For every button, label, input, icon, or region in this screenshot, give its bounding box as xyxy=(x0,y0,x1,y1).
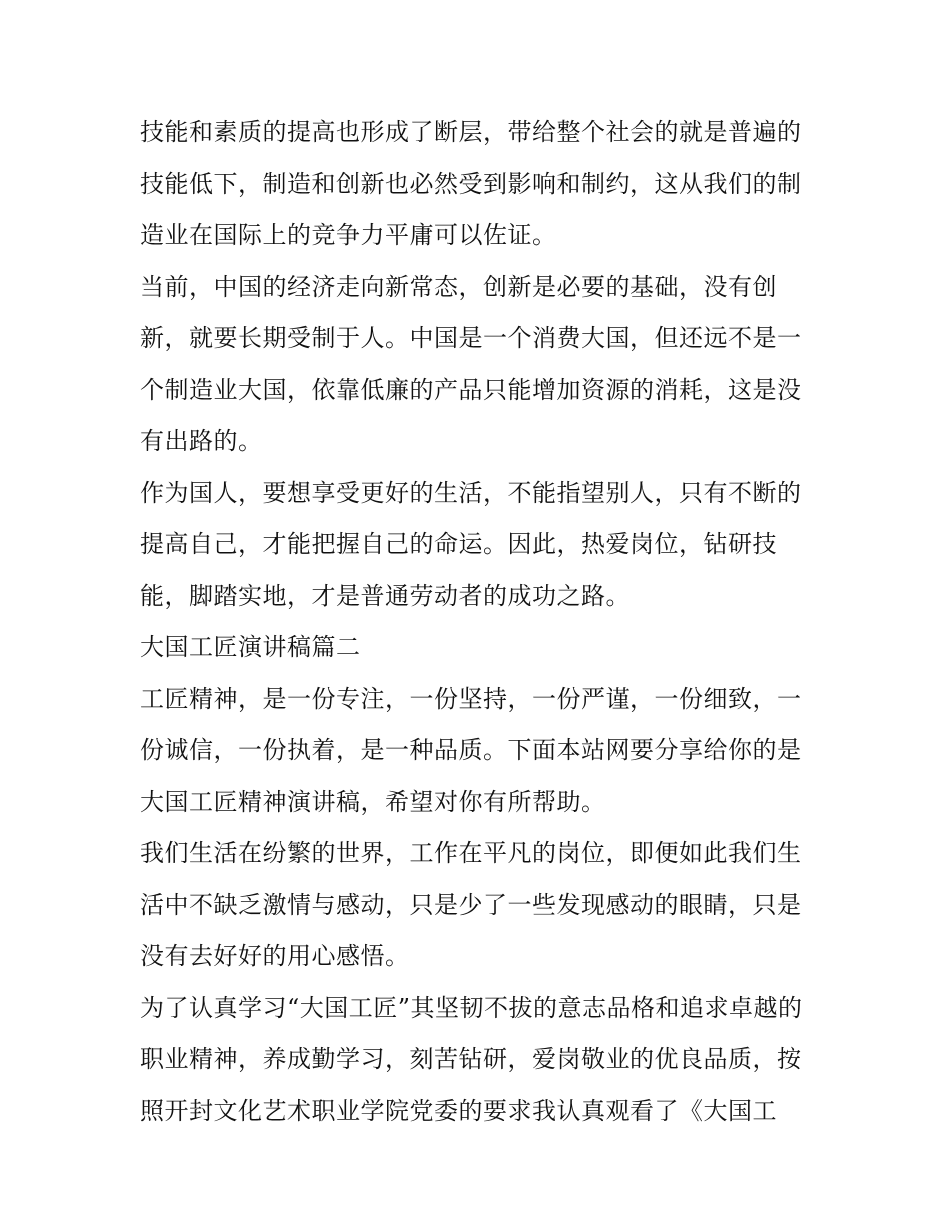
text-line: 当前，中国的经济走向新常态，创新是必要的基础，没有创 xyxy=(140,272,777,301)
text-line: 大国工匠精神演讲稿，希望对你有所帮助。 xyxy=(140,787,606,816)
text-line: 作为国人，要想享受更好的生活，不能指望别人，只有不断的 xyxy=(140,478,802,507)
text-line: 没有去好好的用心感悟。 xyxy=(140,942,410,970)
text-line: 造业在国际上的竞争力平庸可以佐证。 xyxy=(140,221,557,249)
text-line: 有出路的。 xyxy=(140,427,263,455)
text-line: 技能低下，制造和创新也必然受到影响和制约，这从我们的制 xyxy=(140,169,802,198)
text-line: 活中不缺乏激情与感动，只是少了一些发现感动的眼睛，只是 xyxy=(140,890,802,919)
text-line: 我们生活在纷繁的世界，工作在平凡的岗位，即便如此我们生 xyxy=(140,839,802,867)
text-line: 能，脚踏实地，才是普通劳动者的成功之路。 xyxy=(140,581,630,610)
text-line: 为了认真学习“大国工匠”其坚韧不拔的意志品格和追求卓越的 xyxy=(140,993,803,1022)
text-line: 技能和素质的提高也形成了断层，带给整个社会的就是普遍的 xyxy=(140,118,802,146)
text-line: 提高自己，才能把握自己的命运。因此，热爱岗位，钻研技 xyxy=(140,530,777,558)
text-line: 职业精神，养成勤学习，刻苦钻研，爱岗敬业的优良品质，按 xyxy=(140,1045,802,1073)
text-line: 照开封文化艺术职业学院党委的要求我认真观看了《大国工 xyxy=(140,1096,777,1125)
document-body xyxy=(140,107,820,1137)
text-line: 个制造业大国，依靠低廉的产品只能增加资源的消耗，这是没 xyxy=(140,375,802,404)
text-line: 工匠精神，是一份专注，一份坚持，一份严谨，一份细致，一 xyxy=(140,684,802,713)
text-line: 新，就要长期受制于人。中国是一个消费大国，但还远不是一 xyxy=(140,324,802,352)
text-line: 份诚信，一份执着，是一种品质。下面本站网要分享给你的是 xyxy=(140,736,802,764)
section-heading: 大国工匠演讲稿篇二 xyxy=(140,633,361,661)
